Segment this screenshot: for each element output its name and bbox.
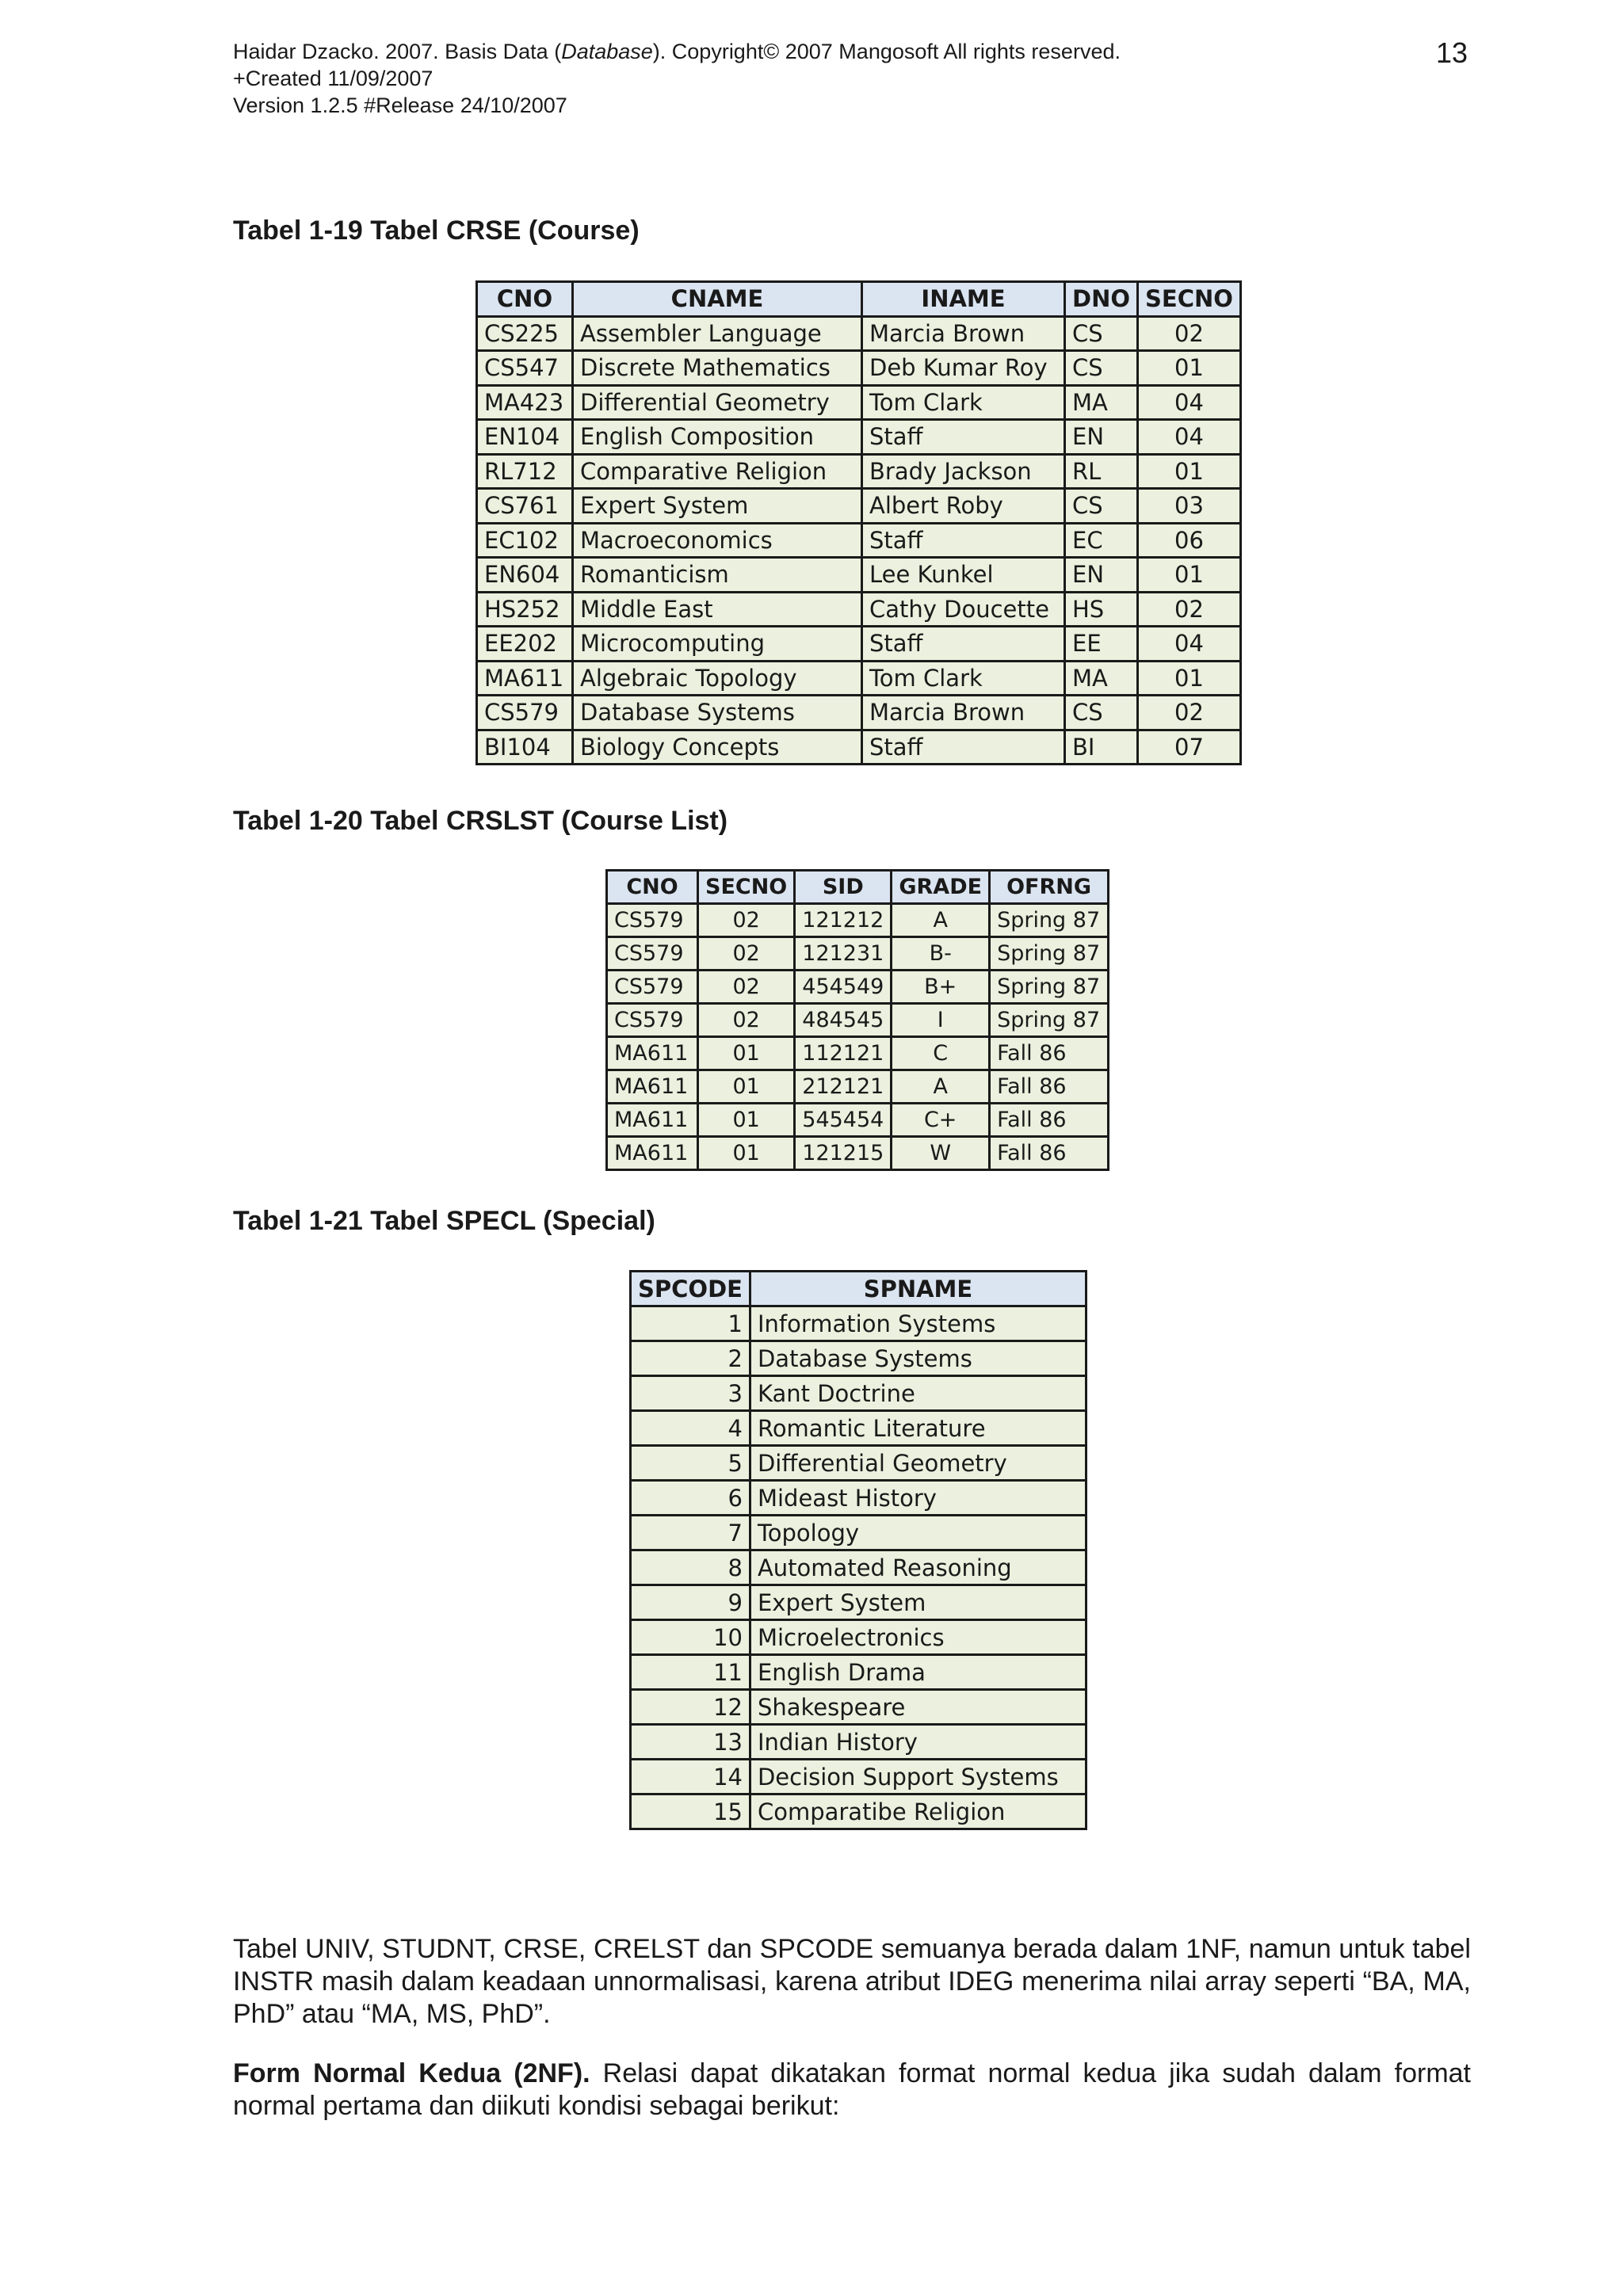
specl-cell-spname: English Drama — [750, 1655, 1086, 1690]
table-row — [631, 1585, 1086, 1620]
crse-cell-dno: HS — [1065, 592, 1138, 627]
crse-header-row — [477, 282, 1241, 317]
crslst-caption: Tabel 1-20 Tabel CRSLST (Course List) — [233, 806, 728, 836]
crslst-cell-cno: CS579 — [607, 937, 698, 971]
crse-cell-cname: Middle East — [573, 592, 862, 627]
crse-cell-dno: EN — [1065, 420, 1138, 455]
crse-cell-cname: Algebraic Topology — [573, 661, 862, 696]
page-number: 13 — [1436, 36, 1468, 69]
specl-body — [631, 1306, 1086, 1829]
table-row — [477, 385, 1241, 420]
crse-cell-secno: 01 — [1138, 454, 1241, 489]
header-version: Version 1.2.5 #Release 24/10/2007 — [233, 93, 567, 117]
crslst-cell-ofrng: Fall 86 — [990, 1070, 1109, 1104]
specl-col-spname: SPNAME — [750, 1272, 1086, 1306]
specl-cell-spname: Differential Geometry — [750, 1446, 1086, 1481]
crse-cell-dno: EC — [1065, 523, 1138, 558]
crse-cell-cno: CS547 — [477, 351, 573, 386]
crse-cell-cno: RL712 — [477, 454, 573, 489]
table-row — [477, 661, 1241, 696]
crse-cell-iname: Brady Jackson — [862, 454, 1065, 489]
crse-cell-secno: 01 — [1138, 558, 1241, 593]
table-row — [477, 420, 1241, 455]
crslst-cell-grade: B- — [892, 937, 990, 971]
crse-cell-cname: Assembler Language — [573, 316, 862, 351]
specl-cell-spname: Expert System — [750, 1585, 1086, 1620]
crslst-cell-cno: CS579 — [607, 904, 698, 937]
crse-cell-cname: Discrete Mathematics — [573, 351, 862, 386]
crse-cell-iname: Staff — [862, 627, 1065, 662]
paragraph-2nf-text: Relasi dapat dikatakan format normal kedua jika sudah dalam format normal pertama dan diikuti kondisi sebagai berikut: — [233, 2058, 1471, 2121]
crslst-table — [605, 869, 1109, 1171]
table-row — [607, 1004, 1109, 1037]
specl-cell-spname: Information Systems — [750, 1306, 1086, 1341]
table-row — [631, 1341, 1086, 1376]
crslst-cell-secno: 02 — [698, 971, 795, 1004]
specl-cell-spname: Mideast History — [750, 1481, 1086, 1516]
crse-cell-secno: 02 — [1138, 592, 1241, 627]
table-row — [477, 351, 1241, 386]
crse-cell-cno: HS252 — [477, 592, 573, 627]
crslst-cell-secno: 02 — [698, 937, 795, 971]
crse-cell-iname: Albert Roby — [862, 489, 1065, 524]
specl-header-row — [631, 1272, 1086, 1306]
crslst-cell-ofrng: Spring 87 — [990, 904, 1109, 937]
crslst-cell-ofrng: Spring 87 — [990, 1004, 1109, 1037]
specl-cell-spname: Shakespeare — [750, 1690, 1086, 1725]
crslst-cell-cno: CS579 — [607, 971, 698, 1004]
table-row — [607, 1137, 1109, 1170]
crslst-cell-grade: C — [892, 1037, 990, 1070]
crslst-cell-secno: 02 — [698, 904, 795, 937]
crslst-cell-cno: MA611 — [607, 1070, 698, 1104]
crse-col-iname: INAME — [862, 282, 1065, 317]
table-row — [631, 1794, 1086, 1829]
crse-cell-iname: Cathy Doucette — [862, 592, 1065, 627]
table-row — [477, 696, 1241, 730]
specl-cell-spcode: 2 — [631, 1341, 750, 1376]
specl-cell-spcode: 4 — [631, 1411, 750, 1446]
crse-cell-iname: Marcia Brown — [862, 696, 1065, 730]
crslst-col-grade: GRADE — [892, 871, 990, 904]
crse-cell-cno: MA423 — [477, 385, 573, 420]
crslst-cell-cno: MA611 — [607, 1037, 698, 1070]
crse-col-cno: CNO — [477, 282, 573, 317]
specl-table — [629, 1270, 1087, 1830]
crslst-cell-sid: 121212 — [795, 904, 892, 937]
specl-cell-spcode: 11 — [631, 1655, 750, 1690]
crse-cell-cno: CS761 — [477, 489, 573, 524]
specl-cell-spcode: 6 — [631, 1481, 750, 1516]
crse-cell-secno: 01 — [1138, 661, 1241, 696]
crslst-cell-secno: 01 — [698, 1037, 795, 1070]
crse-cell-dno: BI — [1065, 730, 1138, 765]
table-row — [477, 558, 1241, 593]
crslst-cell-ofrng: Fall 86 — [990, 1104, 1109, 1137]
specl-cell-spname: Database Systems — [750, 1341, 1086, 1376]
table-row — [631, 1655, 1086, 1690]
crse-cell-cname: Comparative Religion — [573, 454, 862, 489]
crslst-cell-cno: MA611 — [607, 1137, 698, 1170]
crse-cell-cno: EC102 — [477, 523, 573, 558]
crslst-col-ofrng: OFRNG — [990, 871, 1109, 904]
table-row — [631, 1446, 1086, 1481]
specl-col-spcode: SPCODE — [631, 1272, 750, 1306]
crse-cell-dno: CS — [1065, 489, 1138, 524]
specl-cell-spcode: 15 — [631, 1794, 750, 1829]
crse-cell-iname: Staff — [862, 523, 1065, 558]
header-created: +Created 11/09/2007 — [233, 67, 433, 90]
table-row — [631, 1550, 1086, 1585]
crse-cell-cname: Macroeconomics — [573, 523, 862, 558]
crse-cell-secno: 02 — [1138, 316, 1241, 351]
crse-cell-secno: 04 — [1138, 420, 1241, 455]
crse-col-cname: CNAME — [573, 282, 862, 317]
specl-caption: Tabel 1-21 Tabel SPECL (Special) — [233, 1206, 655, 1236]
crse-cell-cno: EN604 — [477, 558, 573, 593]
crse-cell-iname: Staff — [862, 420, 1065, 455]
crslst-cell-grade: C+ — [892, 1104, 990, 1137]
crse-cell-cname: Differential Geometry — [573, 385, 862, 420]
specl-cell-spname: Decision Support Systems — [750, 1760, 1086, 1794]
crse-body — [477, 316, 1241, 765]
crslst-col-sid: SID — [795, 871, 892, 904]
specl-cell-spcode: 8 — [631, 1550, 750, 1585]
table-row — [631, 1306, 1086, 1341]
specl-cell-spcode: 12 — [631, 1690, 750, 1725]
crse-table — [475, 280, 1242, 765]
crslst-cell-ofrng: Spring 87 — [990, 971, 1109, 1004]
crse-col-dno: DNO — [1065, 282, 1138, 317]
table-row — [477, 592, 1241, 627]
crse-cell-dno: CS — [1065, 351, 1138, 386]
table-row — [607, 1037, 1109, 1070]
specl-cell-spname: Automated Reasoning — [750, 1550, 1086, 1585]
specl-cell-spcode: 14 — [631, 1760, 750, 1794]
crslst-cell-secno: 01 — [698, 1137, 795, 1170]
specl-cell-spname: Romantic Literature — [750, 1411, 1086, 1446]
crslst-cell-grade: A — [892, 1070, 990, 1104]
crslst-cell-sid: 121215 — [795, 1137, 892, 1170]
crse-cell-cno: EE202 — [477, 627, 573, 662]
crse-cell-iname: Tom Clark — [862, 385, 1065, 420]
crse-cell-secno: 03 — [1138, 489, 1241, 524]
crslst-body — [607, 904, 1109, 1170]
specl-cell-spname: Indian History — [750, 1725, 1086, 1760]
table-row — [607, 971, 1109, 1004]
table-row — [607, 1070, 1109, 1104]
paragraph-normalization: Tabel UNIV, STUDNT, CRSE, CRELST dan SPCODE semuanya berada dalam 1NF, namun untuk tabel INSTR masih dalam keadaan unnormalisasi, karena atribut IDEG menerima nilai array seperti “BA, MA, PhD” atau “MA, MS, PhD”. — [233, 1934, 1471, 2029]
crse-cell-dno: MA — [1065, 661, 1138, 696]
crslst-cell-cno: CS579 — [607, 1004, 698, 1037]
crse-cell-secno: 07 — [1138, 730, 1241, 765]
crse-cell-dno: MA — [1065, 385, 1138, 420]
table-row — [477, 730, 1241, 765]
crse-cell-cno: EN104 — [477, 420, 573, 455]
crse-cell-iname: Tom Clark — [862, 661, 1065, 696]
crslst-cell-sid: 545454 — [795, 1104, 892, 1137]
crse-cell-secno: 06 — [1138, 523, 1241, 558]
crslst-cell-ofrng: Spring 87 — [990, 937, 1109, 971]
specl-cell-spname: Topology — [750, 1516, 1086, 1550]
table-row — [477, 454, 1241, 489]
header-citation: Haidar Dzacko. 2007. Basis Data (Database). Copyright© 2007 Mangosoft All rights reserved. — [233, 40, 1121, 63]
crse-cell-cno: BI104 — [477, 730, 573, 765]
table-row — [631, 1516, 1086, 1550]
specl-cell-spname: Microelectronics — [750, 1620, 1086, 1655]
paragraph-2nf — [233, 2058, 1471, 2122]
crslst-cell-grade: W — [892, 1137, 990, 1170]
table-row — [631, 1411, 1086, 1446]
table-row — [631, 1481, 1086, 1516]
crse-cell-iname: Deb Kumar Roy — [862, 351, 1065, 386]
crse-cell-cname: Database Systems — [573, 696, 862, 730]
crse-cell-cno: CS225 — [477, 316, 573, 351]
specl-cell-spcode: 1 — [631, 1306, 750, 1341]
crse-cell-cname: Biology Concepts — [573, 730, 862, 765]
crse-caption: Tabel 1-19 Tabel CRSE (Course) — [233, 215, 640, 246]
specl-cell-spcode: 7 — [631, 1516, 750, 1550]
crslst-col-cno: CNO — [607, 871, 698, 904]
specl-cell-spcode: 10 — [631, 1620, 750, 1655]
table-row — [631, 1620, 1086, 1655]
crslst-cell-grade: B+ — [892, 971, 990, 1004]
crse-cell-dno: EN — [1065, 558, 1138, 593]
crslst-cell-sid: 484545 — [795, 1004, 892, 1037]
crse-col-secno: SECNO — [1138, 282, 1241, 317]
crslst-col-secno: SECNO — [698, 871, 795, 904]
paragraph-2nf-heading: Form Normal Kedua (2NF). — [233, 2058, 590, 2088]
table-row — [631, 1760, 1086, 1794]
crse-cell-iname: Lee Kunkel — [862, 558, 1065, 593]
specl-cell-spcode: 3 — [631, 1376, 750, 1411]
page-header — [233, 38, 1121, 119]
crse-cell-dno: EE — [1065, 627, 1138, 662]
crse-cell-iname: Marcia Brown — [862, 316, 1065, 351]
crse-cell-cname: English Composition — [573, 420, 862, 455]
crse-cell-cno: CS579 — [477, 696, 573, 730]
crse-cell-cno: MA611 — [477, 661, 573, 696]
table-row — [607, 1104, 1109, 1137]
crslst-cell-sid: 454549 — [795, 971, 892, 1004]
crse-cell-cname: Expert System — [573, 489, 862, 524]
crse-cell-dno: RL — [1065, 454, 1138, 489]
crse-cell-dno: CS — [1065, 316, 1138, 351]
table-row — [607, 937, 1109, 971]
table-row — [477, 627, 1241, 662]
crse-cell-cname: Microcomputing — [573, 627, 862, 662]
crslst-cell-secno: 01 — [698, 1104, 795, 1137]
crse-cell-iname: Staff — [862, 730, 1065, 765]
table-row — [631, 1690, 1086, 1725]
crslst-cell-ofrng: Fall 86 — [990, 1137, 1109, 1170]
crse-cell-dno: CS — [1065, 696, 1138, 730]
specl-cell-spname: Comparatibe Religion — [750, 1794, 1086, 1829]
table-row — [477, 316, 1241, 351]
crse-cell-secno: 01 — [1138, 351, 1241, 386]
table-row — [477, 523, 1241, 558]
crse-cell-secno: 04 — [1138, 385, 1241, 420]
crslst-cell-sid: 112121 — [795, 1037, 892, 1070]
crslst-cell-sid: 121231 — [795, 937, 892, 971]
table-row — [631, 1376, 1086, 1411]
specl-cell-spcode: 9 — [631, 1585, 750, 1620]
crslst-cell-grade: A — [892, 904, 990, 937]
table-row — [477, 489, 1241, 524]
specl-cell-spname: Kant Doctrine — [750, 1376, 1086, 1411]
crslst-cell-sid: 212121 — [795, 1070, 892, 1104]
crslst-header-row — [607, 871, 1109, 904]
table-row — [607, 904, 1109, 937]
crslst-cell-secno: 02 — [698, 1004, 795, 1037]
crse-cell-secno: 04 — [1138, 627, 1241, 662]
crslst-cell-ofrng: Fall 86 — [990, 1037, 1109, 1070]
crse-cell-secno: 02 — [1138, 696, 1241, 730]
specl-cell-spcode: 13 — [631, 1725, 750, 1760]
crslst-cell-grade: I — [892, 1004, 990, 1037]
table-row — [631, 1725, 1086, 1760]
crslst-cell-secno: 01 — [698, 1070, 795, 1104]
specl-cell-spcode: 5 — [631, 1446, 750, 1481]
crslst-cell-cno: MA611 — [607, 1104, 698, 1137]
crse-cell-cname: Romanticism — [573, 558, 862, 593]
